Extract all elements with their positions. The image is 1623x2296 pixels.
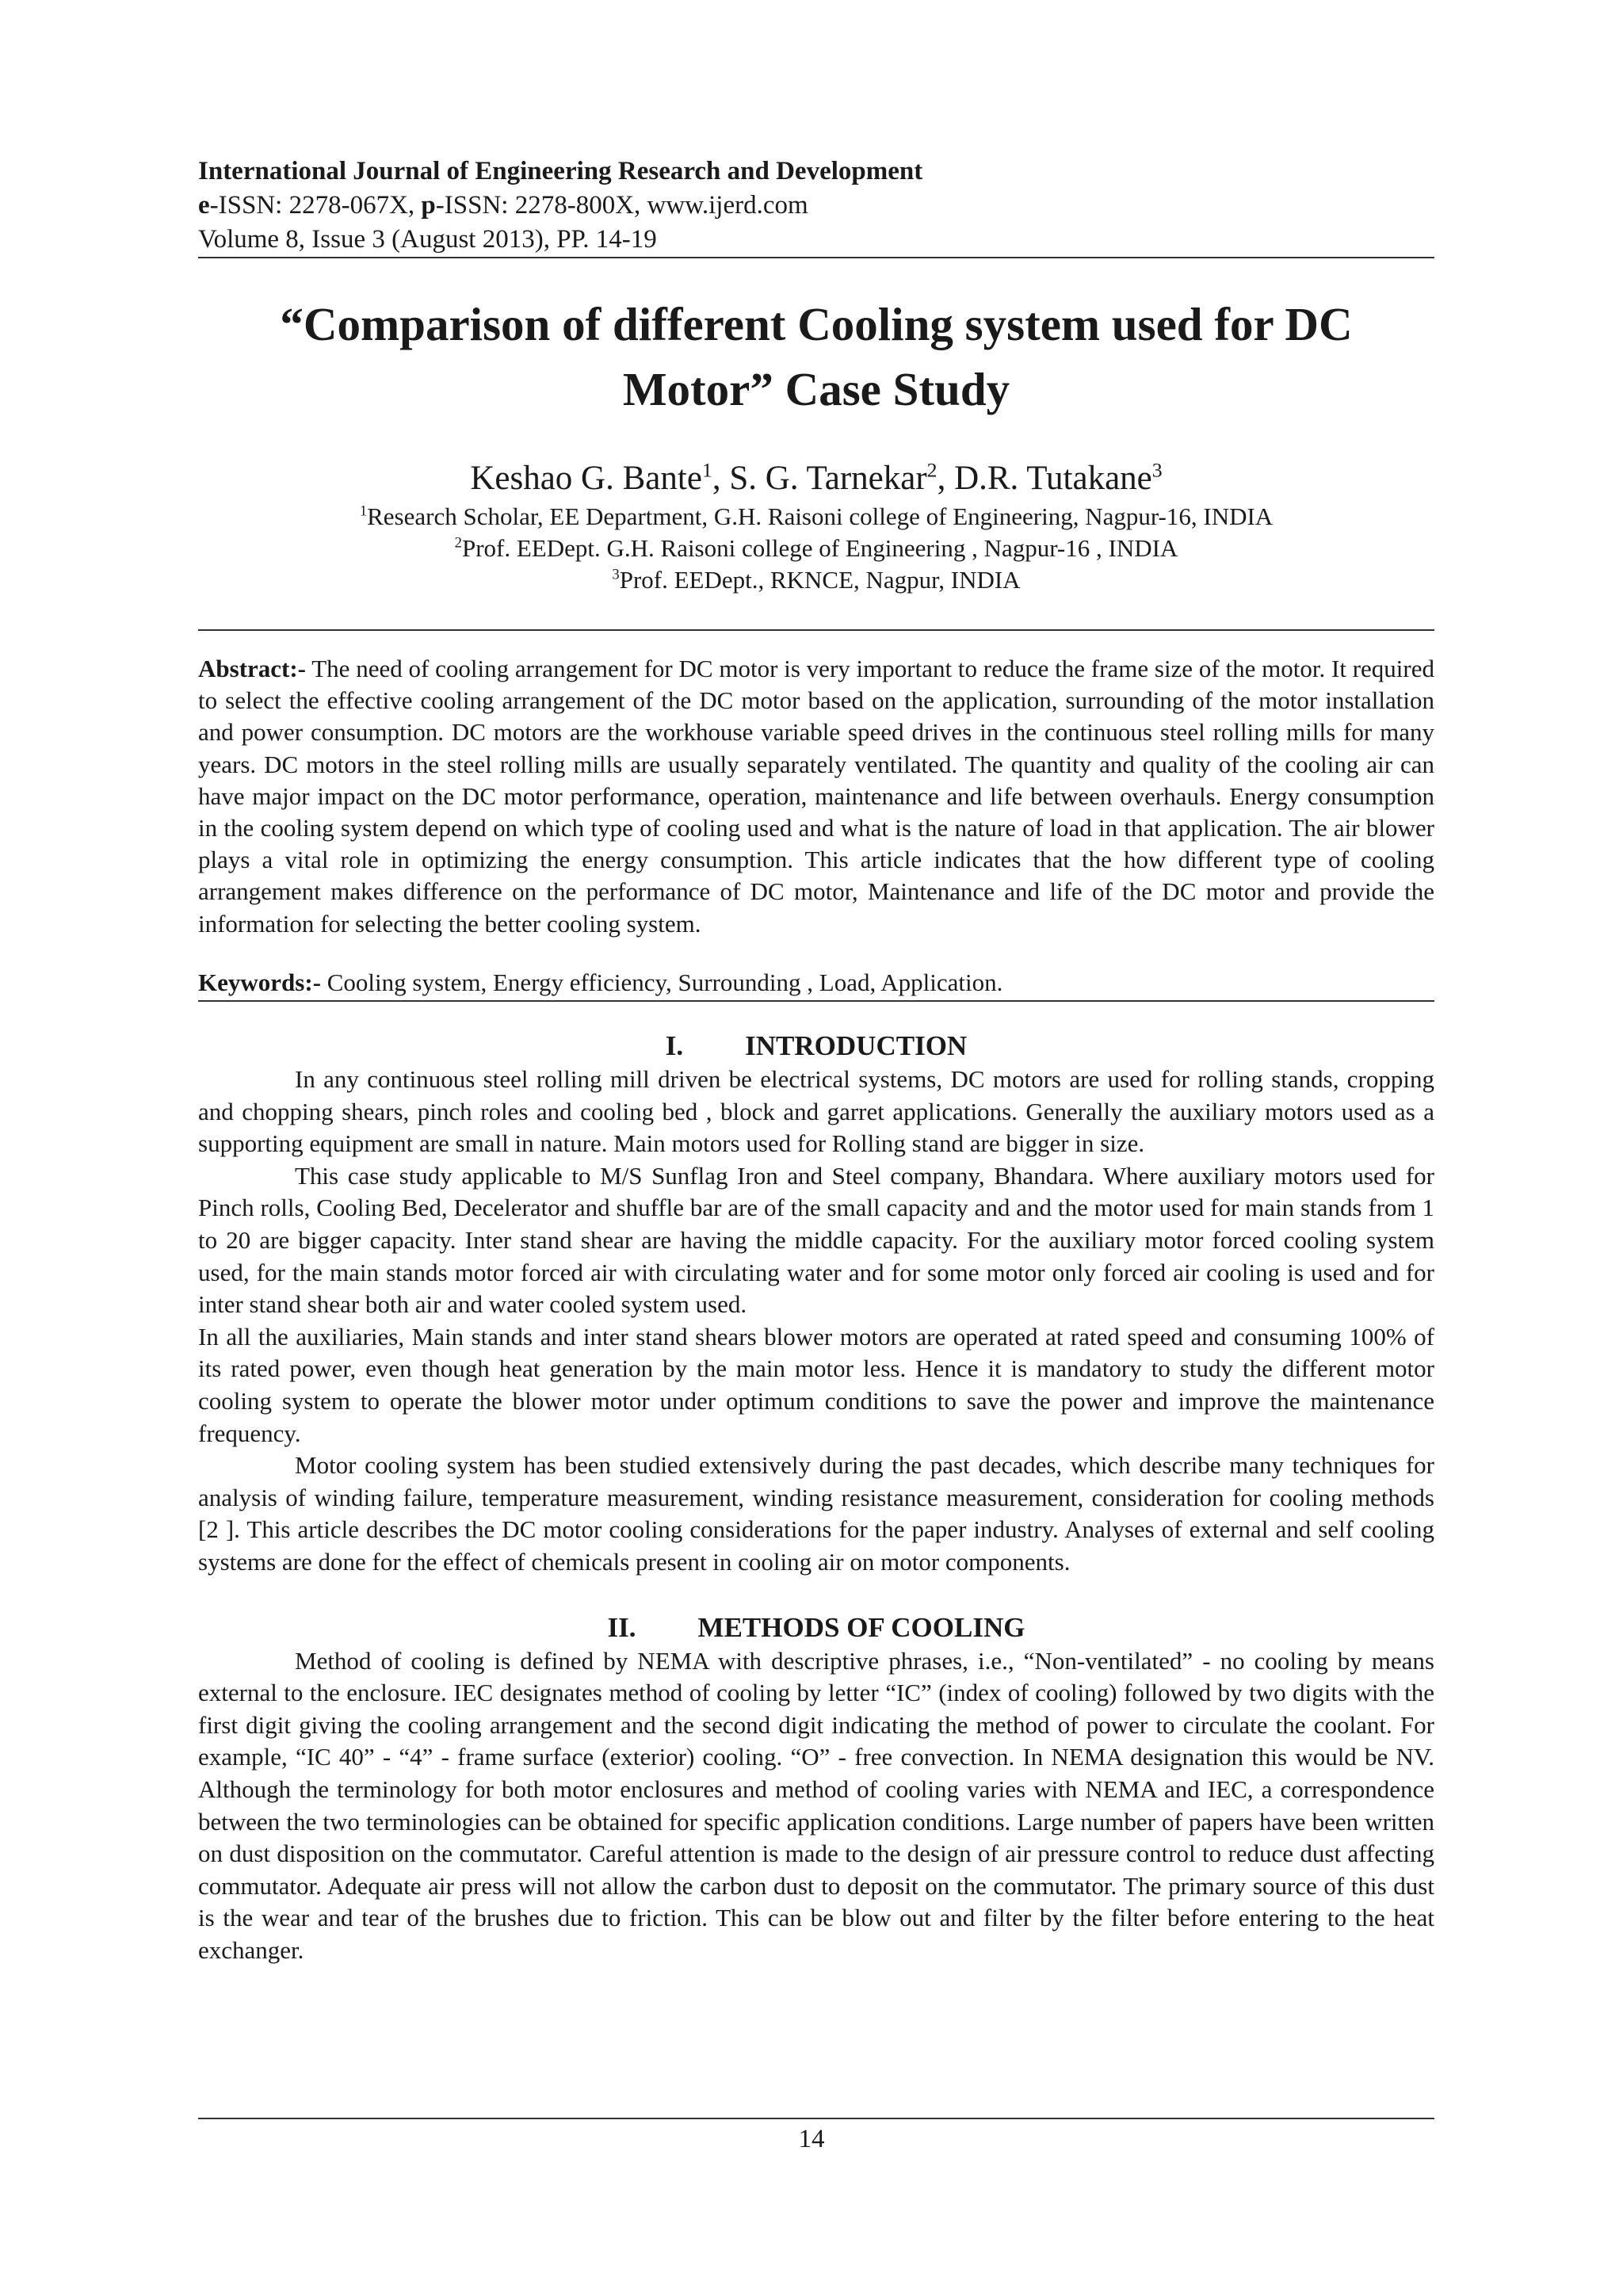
- intro-paragraph-2: This case study applicable to M/S Sunflag Iron and Steel company, Bhandara. Where auxiliary motors used for Pinch rolls, Cooling Bed, Decelerator and shuffle bar are of the small capacity and and the motor used for main stands from 1 to 20 are bigger capacity. Inter stand shear are having the middle capacity. For the auxiliary motor forced cooling system used, for the main stands motor forced air with circulating water and for some motor only forced air cooling is used and for inter stand shear both air and water cooled system used.: [198, 1161, 1434, 1319]
- journal-header: [198, 155, 1434, 257]
- abstract: [198, 653, 1434, 940]
- affiliation: [198, 564, 1434, 596]
- author-list: [198, 457, 1434, 501]
- keywords-rule: [198, 1000, 1434, 1002]
- keywords-text: Cooling system, Energy efficiency, Surrounding , Load, Application.: [320, 968, 1003, 996]
- section-number: I.: [665, 1030, 684, 1062]
- author-2: S. G. Tarnekar: [729, 460, 927, 497]
- journal-name: International Journal of Engineering Research and Development: [198, 157, 923, 185]
- affiliation-mark: 3: [612, 566, 620, 583]
- page: [198, 155, 1434, 1966]
- author-2-mark: 2: [926, 458, 938, 482]
- affiliation-text: Research Scholar, EE Department, G.H. Raisoni college of Engineering, Nagpur-16, INDIA: [367, 502, 1274, 530]
- title-line-1: “Comparison of different Cooling system used for DC: [280, 298, 1353, 350]
- title-line-2: Motor” Case Study: [622, 363, 1010, 415]
- author-separator: ,: [712, 460, 730, 497]
- author-1-mark: 1: [701, 458, 712, 482]
- keywords-label: Keywords:-: [198, 968, 321, 996]
- affiliation: [198, 501, 1434, 533]
- issn-p-prefix: p: [421, 191, 436, 220]
- section-title: INTRODUCTION: [745, 1030, 968, 1062]
- abstract-text: The need of cooling arrangement for DC motor is very important to reduce the frame size of the motor. It required to select the effective cooling arrangement of the DC motor based on the application, surrounding of the motor installation and power consumption. DC motors are the workhouse variable speed drives in the continuous steel rolling mills for many years. DC motors in the steel rolling mills are usually separately ventilated. The quantity and quality of the cooling air can have major impact on the DC motor performance, operation, maintenance and life between overhauls. Energy consumption in the cooling system depend on which type of cooling used and what is the nature of load in that application. The air blower plays a vital role in optimizing the energy consumption. This article indicates that the how different type of cooling arrangement makes difference on the performance of DC motor, Maintenance and life of the DC motor and provide the information for selecting the better cooling system.: [198, 655, 1434, 938]
- header-rule: [198, 257, 1434, 258]
- affiliation: [198, 533, 1434, 564]
- intro-paragraph-1: In any continuous steel rolling mill driven be electrical systems, DC motors are used for rolling stands, cropping and chopping shears, pinch roles and cooling bed , block and garret applications. Generally the auxiliary motors used as a supporting equipment are small in nature. Main motors used for Rolling stand are bigger in size.: [198, 1065, 1434, 1158]
- keywords: [198, 967, 1434, 999]
- affiliation-text: Prof. EEDept. G.H. Raisoni college of Engineering , Nagpur-16 , INDIA: [461, 534, 1178, 562]
- issn-p: -ISSN: 2278-800X, www.ijerd.com: [435, 191, 808, 220]
- abstract-label: Abstract:-: [198, 655, 307, 682]
- issn-line: [198, 189, 1434, 223]
- affiliation-text: Prof. EEDept., RKNCE, Nagpur, INDIA: [619, 566, 1021, 594]
- affiliations: [198, 501, 1434, 596]
- author-1: Keshao G. Bante: [470, 460, 702, 497]
- issn-e: -ISSN: 2278-067X,: [209, 191, 422, 220]
- section-title: METHODS OF COOLING: [697, 1611, 1025, 1643]
- section-number: II.: [607, 1611, 636, 1643]
- volume-line: Volume 8, Issue 3 (August 2013), PP. 14-19: [198, 225, 657, 254]
- author-3: D.R. Tutakane: [954, 460, 1152, 497]
- abstract-top-rule: [198, 629, 1434, 631]
- intro-paragraph-3: In all the auxiliaries, Main stands and inter stand shears blower motors are operated at rated speed and consuming 100% of its rated power, even though heat generation by the main motor less. Hence it is mandatory to study the different motor cooling system to operate the blower motor under optimum conditions to save the power and improve the maintenance frequency.: [198, 1322, 1434, 1447]
- affiliation-mark: 2: [454, 534, 462, 552]
- section-heading-methods: [198, 1610, 1434, 1645]
- paper-title: [198, 292, 1434, 422]
- intro-paragraph-4: Motor cooling system has been studied extensively during the past decades, which describe many techniques for analysis of winding failure, temperature measurement, winding resistance measurement, consideration for cooling methods [2 ]. This article describes the DC motor cooling considerations for the paper industry. Analyses of external and self cooling systems are done for the effect of chemicals present in cooling air on motor components.: [198, 1451, 1434, 1576]
- issn-e-prefix: e: [198, 191, 210, 220]
- affiliation-mark: 1: [359, 502, 368, 520]
- author-separator: ,: [937, 460, 955, 497]
- methods-paragraph-1: Method of cooling is defined by NEMA with descriptive phrases, i.e., “Non-ventilated” - no cooling by means external to the enclosure. IEC designates method of cooling by letter “IC” (index of cooling) followed by two digits with the first digit giving the cooling arrangement and the second digit indicating the method of power to circulate the coolant. For example, “IC 40” - “4” - frame surface (exterior) cooling. “O” - free convection. In NEMA designation this would be NV. Although the terminology for both motor enclosures and method of cooling varies with NEMA and IEC, a correspondence between the two terminologies can be obtained for specific application conditions. Large number of papers have been written on dust disposition on the commutator. Careful attention is made to the design of air pressure control to reduce dust affecting commutator. Adequate air press will not allow the carbon dust to deposit on the commutator. The primary source of this dust is the wear and tear of the brushes due to friction. This can be blow out and filter by the filter before entering to the heat exchanger.: [198, 1646, 1434, 1964]
- page-number: 14: [798, 2125, 825, 2153]
- author-3-mark: 3: [1151, 458, 1163, 482]
- section-heading-introduction: [198, 1029, 1434, 1064]
- footer-rule: [198, 2118, 1434, 2119]
